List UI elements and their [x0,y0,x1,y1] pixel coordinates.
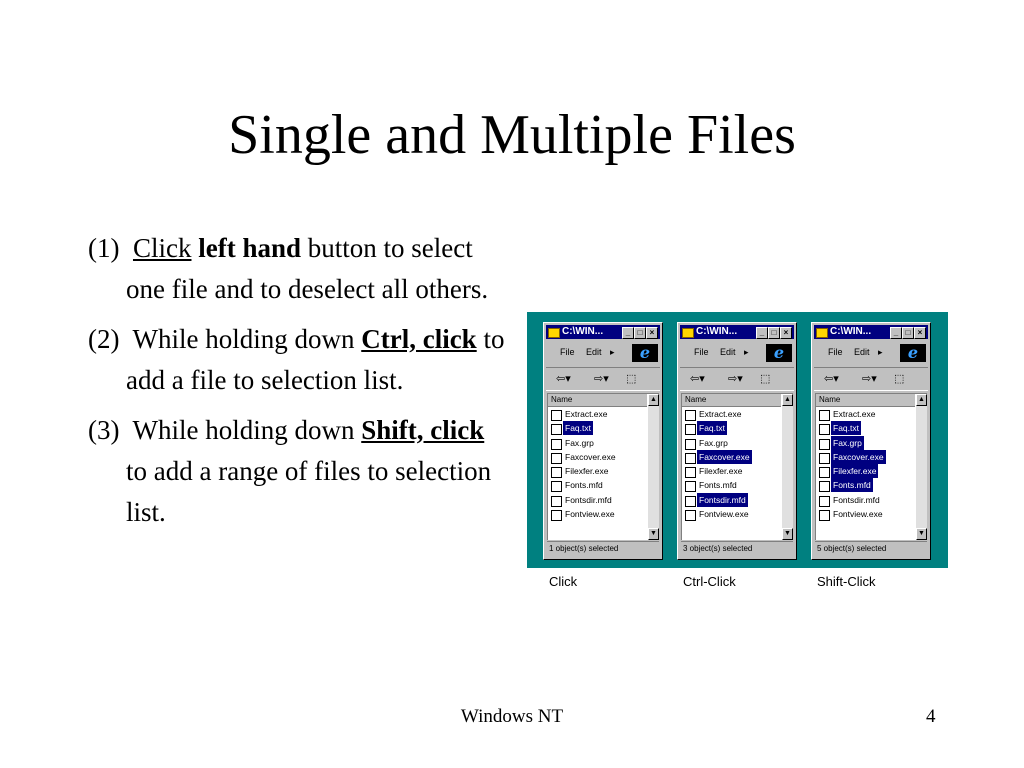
file-icon [551,410,562,421]
file-icon [685,481,696,492]
column-header-name[interactable]: Name [816,394,915,407]
file-name: Filexfer.exe [833,466,877,477]
minimize-button[interactable]: _ [890,327,902,339]
file-row[interactable] [816,421,915,435]
file-icon [685,424,696,435]
explorer-window-2[interactable] [677,322,797,560]
vertical-scrollbar[interactable] [782,394,793,540]
file-icon [819,439,830,450]
bullet-1-bold: left hand [198,233,302,263]
file-name: Fontsdir.mfd [833,494,880,505]
vertical-scrollbar[interactable] [648,394,659,540]
window-title: C:\WIN... [696,326,738,337]
window-title: C:\WIN... [562,326,604,337]
footer-text: Windows NT [460,706,564,727]
bullet-3 [88,410,508,533]
file-name: Extract.exe [565,409,608,419]
close-button[interactable]: × [780,327,792,339]
menu-more-arrow[interactable]: ▸ [744,347,749,357]
menu-bar [680,342,794,364]
file-name: Fontview.exe [565,509,615,520]
close-button[interactable]: × [646,327,658,339]
file-row[interactable] [682,464,781,478]
menu-file[interactable]: File [828,347,843,357]
file-list[interactable] [547,393,659,540]
back-icon[interactable]: ⇦▾ [556,373,571,385]
window-title: C:\WIN... [830,326,872,337]
file-icon [551,481,562,492]
menu-more-arrow[interactable]: ▸ [610,347,615,357]
file-name: Fontview.exe [833,509,883,520]
menu-bar [814,342,928,364]
toolbar [814,367,928,391]
page-number: 4 [926,706,936,727]
minimize-button[interactable]: _ [622,327,634,339]
scroll-down-icon[interactable]: ▼ [782,528,793,540]
file-name: Faq.txt [833,423,859,434]
file-icon [551,439,562,450]
status-bar: 5 object(s) selected [815,541,927,556]
file-name: Fontview.exe [699,509,749,520]
file-name: Extract.exe [699,409,742,419]
file-icon [551,453,562,464]
file-name: Fax.grp [565,437,594,448]
file-name: Faxcover.exe [565,451,616,462]
menu-more-arrow[interactable]: ▸ [878,347,883,357]
folder-icon [548,328,560,338]
bullet-3-text: to add a range of files to selection list. [126,456,492,527]
bullet-1 [88,228,508,310]
file-row[interactable] [816,478,915,492]
menu-file[interactable]: File [694,347,709,357]
file-icon [819,467,830,478]
back-icon[interactable]: ⇦▾ [690,373,705,385]
menu-edit[interactable]: Edit [854,347,870,357]
file-name: Fax.grp [699,437,728,448]
folder-icon [682,328,694,338]
file-icon [819,510,830,521]
file-row[interactable] [816,507,915,521]
status-bar: 3 object(s) selected [681,541,793,556]
forward-icon[interactable]: ⇨▾ [862,373,877,385]
window-titlebar[interactable] [814,325,928,339]
file-icon [551,424,562,435]
file-row[interactable] [816,493,915,507]
scroll-up-icon[interactable]: ▲ [916,394,927,406]
caption-shift-click: Shift-Click [817,574,876,589]
file-row[interactable] [548,421,647,435]
file-row[interactable] [682,436,781,450]
bullet-1-number: (1) [88,233,120,263]
forward-icon[interactable]: ⇨▾ [594,373,609,385]
file-row[interactable] [682,421,781,435]
maximize-button[interactable]: □ [902,327,914,339]
file-row[interactable] [548,407,647,421]
menu-bar [546,342,660,364]
file-row[interactable] [682,507,781,521]
vertical-scrollbar[interactable] [916,394,927,540]
file-icon [685,496,696,507]
window-titlebar[interactable] [680,325,794,339]
file-row[interactable] [548,450,647,464]
file-row[interactable] [548,493,647,507]
file-icon [685,453,696,464]
caption-click: Click [549,574,578,589]
ie-logo-icon: e [632,344,658,362]
file-name: Faxcover.exe [833,451,884,462]
ie-logo-icon: e [900,344,926,362]
file-row[interactable] [548,478,647,492]
file-name: Faq.txt [565,423,591,434]
file-icon [819,481,830,492]
column-header-name[interactable]: Name [682,394,781,407]
file-icon [685,510,696,521]
column-header-name[interactable]: Name [548,394,647,407]
file-name: Faxcover.exe [699,451,750,462]
file-name: Fontsdir.mfd [565,494,612,505]
bullet-3-link[interactable]: Shift, click [361,415,485,445]
file-icon [551,510,562,521]
file-name: Filexfer.exe [699,466,743,477]
back-icon[interactable]: ⇦▾ [824,373,839,385]
up-folder-icon[interactable]: ⬚ [894,373,905,385]
menu-edit[interactable]: Edit [720,347,736,357]
file-row[interactable] [816,464,915,478]
bullet-2-text: to add a file to selection list. [126,324,505,395]
file-icon [819,453,830,464]
forward-icon[interactable]: ⇨▾ [728,373,743,385]
file-name: Faq.txt [699,423,725,434]
file-icon [685,467,696,478]
bullet-3-prefix: While holding down [132,415,362,445]
folder-icon [816,328,828,338]
file-row[interactable] [816,407,915,421]
file-icon [685,439,696,450]
status-bar: 1 object(s) selected [547,541,659,556]
scroll-up-icon[interactable]: ▲ [782,394,793,406]
file-row[interactable] [816,436,915,450]
file-icon [685,410,696,421]
file-icon [819,424,830,435]
file-name: Extract.exe [833,409,876,419]
maximize-button[interactable]: □ [634,327,646,339]
toolbar [680,367,794,391]
bullet-2-link[interactable]: Ctrl, click [361,324,477,354]
explorer-screenshot [527,312,948,568]
menu-edit[interactable]: Edit [586,347,602,357]
toolbar [546,367,660,391]
close-button[interactable]: × [914,327,926,339]
minimize-button[interactable]: _ [756,327,768,339]
file-row[interactable] [548,436,647,450]
caption-ctrl-click: Ctrl-Click [683,574,736,589]
file-list[interactable] [681,393,793,540]
bullet-2-prefix: While holding down [132,324,362,354]
bullet-1-link[interactable]: Click [132,233,192,263]
file-row[interactable] [816,450,915,464]
ie-logo-icon: e [766,344,792,362]
file-list[interactable] [815,393,927,540]
file-name: Fontsdir.mfd [699,494,746,505]
scroll-down-icon[interactable]: ▼ [916,528,927,540]
bullet-list [88,228,508,542]
file-row[interactable] [682,478,781,492]
menu-file[interactable]: File [560,347,575,357]
file-icon [551,496,562,507]
window-titlebar[interactable] [546,325,660,339]
file-row[interactable] [548,507,647,521]
file-icon [551,467,562,478]
file-name: Fonts.mfd [565,480,603,491]
bullet-2 [88,319,508,401]
file-row[interactable] [548,464,647,478]
scroll-up-icon[interactable]: ▲ [648,394,659,406]
file-icon [819,496,830,507]
up-folder-icon[interactable]: ⬚ [760,373,771,385]
file-name: Fax.grp [833,437,862,448]
file-row[interactable] [682,407,781,421]
maximize-button[interactable]: □ [768,327,780,339]
up-folder-icon[interactable]: ⬚ [626,373,637,385]
file-name: Filexfer.exe [565,466,609,477]
file-row[interactable] [682,493,781,507]
file-name: Fonts.mfd [699,480,737,491]
scroll-down-icon[interactable]: ▼ [648,528,659,540]
explorer-window-3[interactable] [811,322,931,560]
file-icon [819,410,830,421]
bullet-2-number: (2) [88,324,120,354]
bullet-3-number: (3) [88,415,120,445]
bullet-1-text: button to select one file and to deselect all others. [126,233,489,304]
explorer-window-1[interactable] [543,322,663,560]
file-name: Fonts.mfd [833,480,871,491]
slide-title: Single and Multiple Files [228,104,796,166]
file-row[interactable] [682,450,781,464]
